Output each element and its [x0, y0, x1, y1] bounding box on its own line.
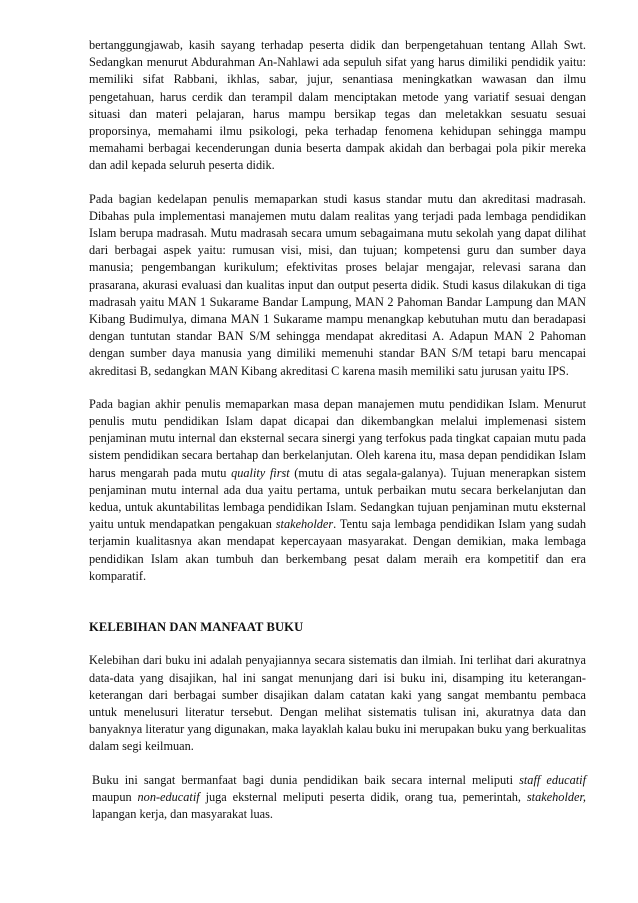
italic-term: staff educatif — [519, 772, 586, 787]
paragraph-educator-traits: bertanggungjawab, kasih sayang terhadap peserta didik dan berpengetahuan tentang Allah Swt. Sedangkan menurut Abdurahman An-Nahlawi ada sepuluh sifat yang harus dimiliki pendidik yaitu: memiliki sifat Rabbani, ikhlas, sabar, jujur, senantiasa meningkatkan wawasan dan ilmu pengetahuan, harus cerdik dan terampil dalam menciptakan metode yang variatif sesuai dengan situasi dan materi pelajaran, harus mampu bersikap tegas dan meletakkan sesuatu sesuai proporsinya, memahami ilmu psikologi, peka terhadap fenomena kehidupan sehingga mampu memahami berbagai kecenderungan dunia beserta dampak akidah dan berbagai pola pikir mereka dan adil kepada seluruh peserta didik. — [89, 38, 586, 173]
paragraph-case-study: Pada bagian kedelapan penulis memaparkan studi kasus standar mutu dan akreditasi madrasah. Dibahas pula implementasi manajemen mutu dalam realitas yang terjadi pada lembaga pendidikan Islam berupa madrasah. Mutu madrasah secara umum sebagaimana mutu sekolah yang dapat dilihat dari berbagai aspek yaitu: rumusan visi, misi, dan tujuan; kompetensi guru dan sumber daya manusia; pengembangan kurikulum; efektivitas proses belajar mengajar, relevasi sarana dan prasarana, akurasi evaluasi dan kualitas input dan output peserta didik. Studi kasus dilakukan di tiga madrasah yaitu MAN 1 Sukarame Bandar Lampung, MAN 2 Pahoman Bandar Lampung dan MAN Kibang Budimulya, dimana MAN 1 Sukarame mampu menangkap kebutuhan mutu dan beradapasi dengan tuntutan standar BAN S/M sehingga mendapat akreditasi A. Adapun MAN 2 Pahoman dengan sumber daya manusia yang dimiliki memenuhi standar BAN S/M tetapi baru mencapai akreditasi B, sedangkan MAN Kibang akreditasi C karena masih memiliki satu jurusan yaitu IPS. — [89, 191, 586, 378]
italic-term: quality first — [231, 465, 290, 480]
paragraph-strengths: Kelebihan dari buku ini adalah penyajiannya secara sistematis dan ilmiah. Ini terlihat dari akuratnya data-data yang disajikan, hal ini sangat menunjang dari isi buku ini, disamping itu keterangan-keterangan dari berbagai sumber disajikan dalam catatan kaki yang sangat membantu pembaca untuk menelusuri literatur tersebut. Dengan melihat sistematis tulisan ini, akuratnya data dan banyaknya literatur yang digunakan, maka layaklah kalau buku ini merupakan buku yang berkualitas dalam segi keilmuan. — [89, 653, 586, 754]
text-segment: maupun — [92, 789, 138, 804]
text-segment: Buku ini sangat bermanfaat bagi dunia pendidikan baik secara internal meliputi — [92, 772, 520, 787]
text-segment: (mutu di atas segala-galanya). Tujuan menerapkan sistem penjaminan mutu internal ada dua yaitu pertama, untuk perbaikan mutu secara berkelanjutan dan kedua, untuk akuntabilitas lembaga pendidikan Islam. Sedangkan tujuan penjaminan mutu eksternal yaitu untuk mendapatkan pengakuan — [89, 465, 586, 532]
text-segment: Pada bagian akhir penulis memaparkan masa depan manajemen mutu pendidikan Islam. Menurut penulis mutu pendidikan Islam dapat dicapai dan dikembangkan melalui implemenasi sistem penjaminan mutu internal dan eksternal secara sinergi yang terfokus pada tingkat capaian mutu pada sistem pendidikan secara bertahap dan berkelanjutan. Oleh karena itu, masa depan pendidikan Islam harus mengarah pada mutu — [89, 396, 586, 480]
italic-term: non-educatif — [137, 789, 200, 804]
section-heading: KELEBIHAN DAN MANFAAT BUKU — [89, 620, 304, 635]
paragraph-future-quality — [89, 396, 586, 585]
paragraph-benefits — [89, 772, 586, 824]
italic-term: stakeholder — [275, 517, 334, 532]
text-segment: . Tentu saja lembaga pendidikan Islam yang sudah terjamin kualitasnya akan mendapat kepercayaan masyarakat. Dengan demikian, maka lembaga pendidikan Islam akan tumbuh dan berkembang pesat dalam meraih era kompetitif dan era komparatif. — [89, 517, 586, 583]
text-segment: lapangan kerja, dan masyarakat luas. — [92, 806, 273, 821]
italic-term: stakeholder, — [526, 789, 586, 804]
text-segment: juga eksternal meliputi peserta didik, orang tua, pemerintah, — [199, 789, 527, 804]
